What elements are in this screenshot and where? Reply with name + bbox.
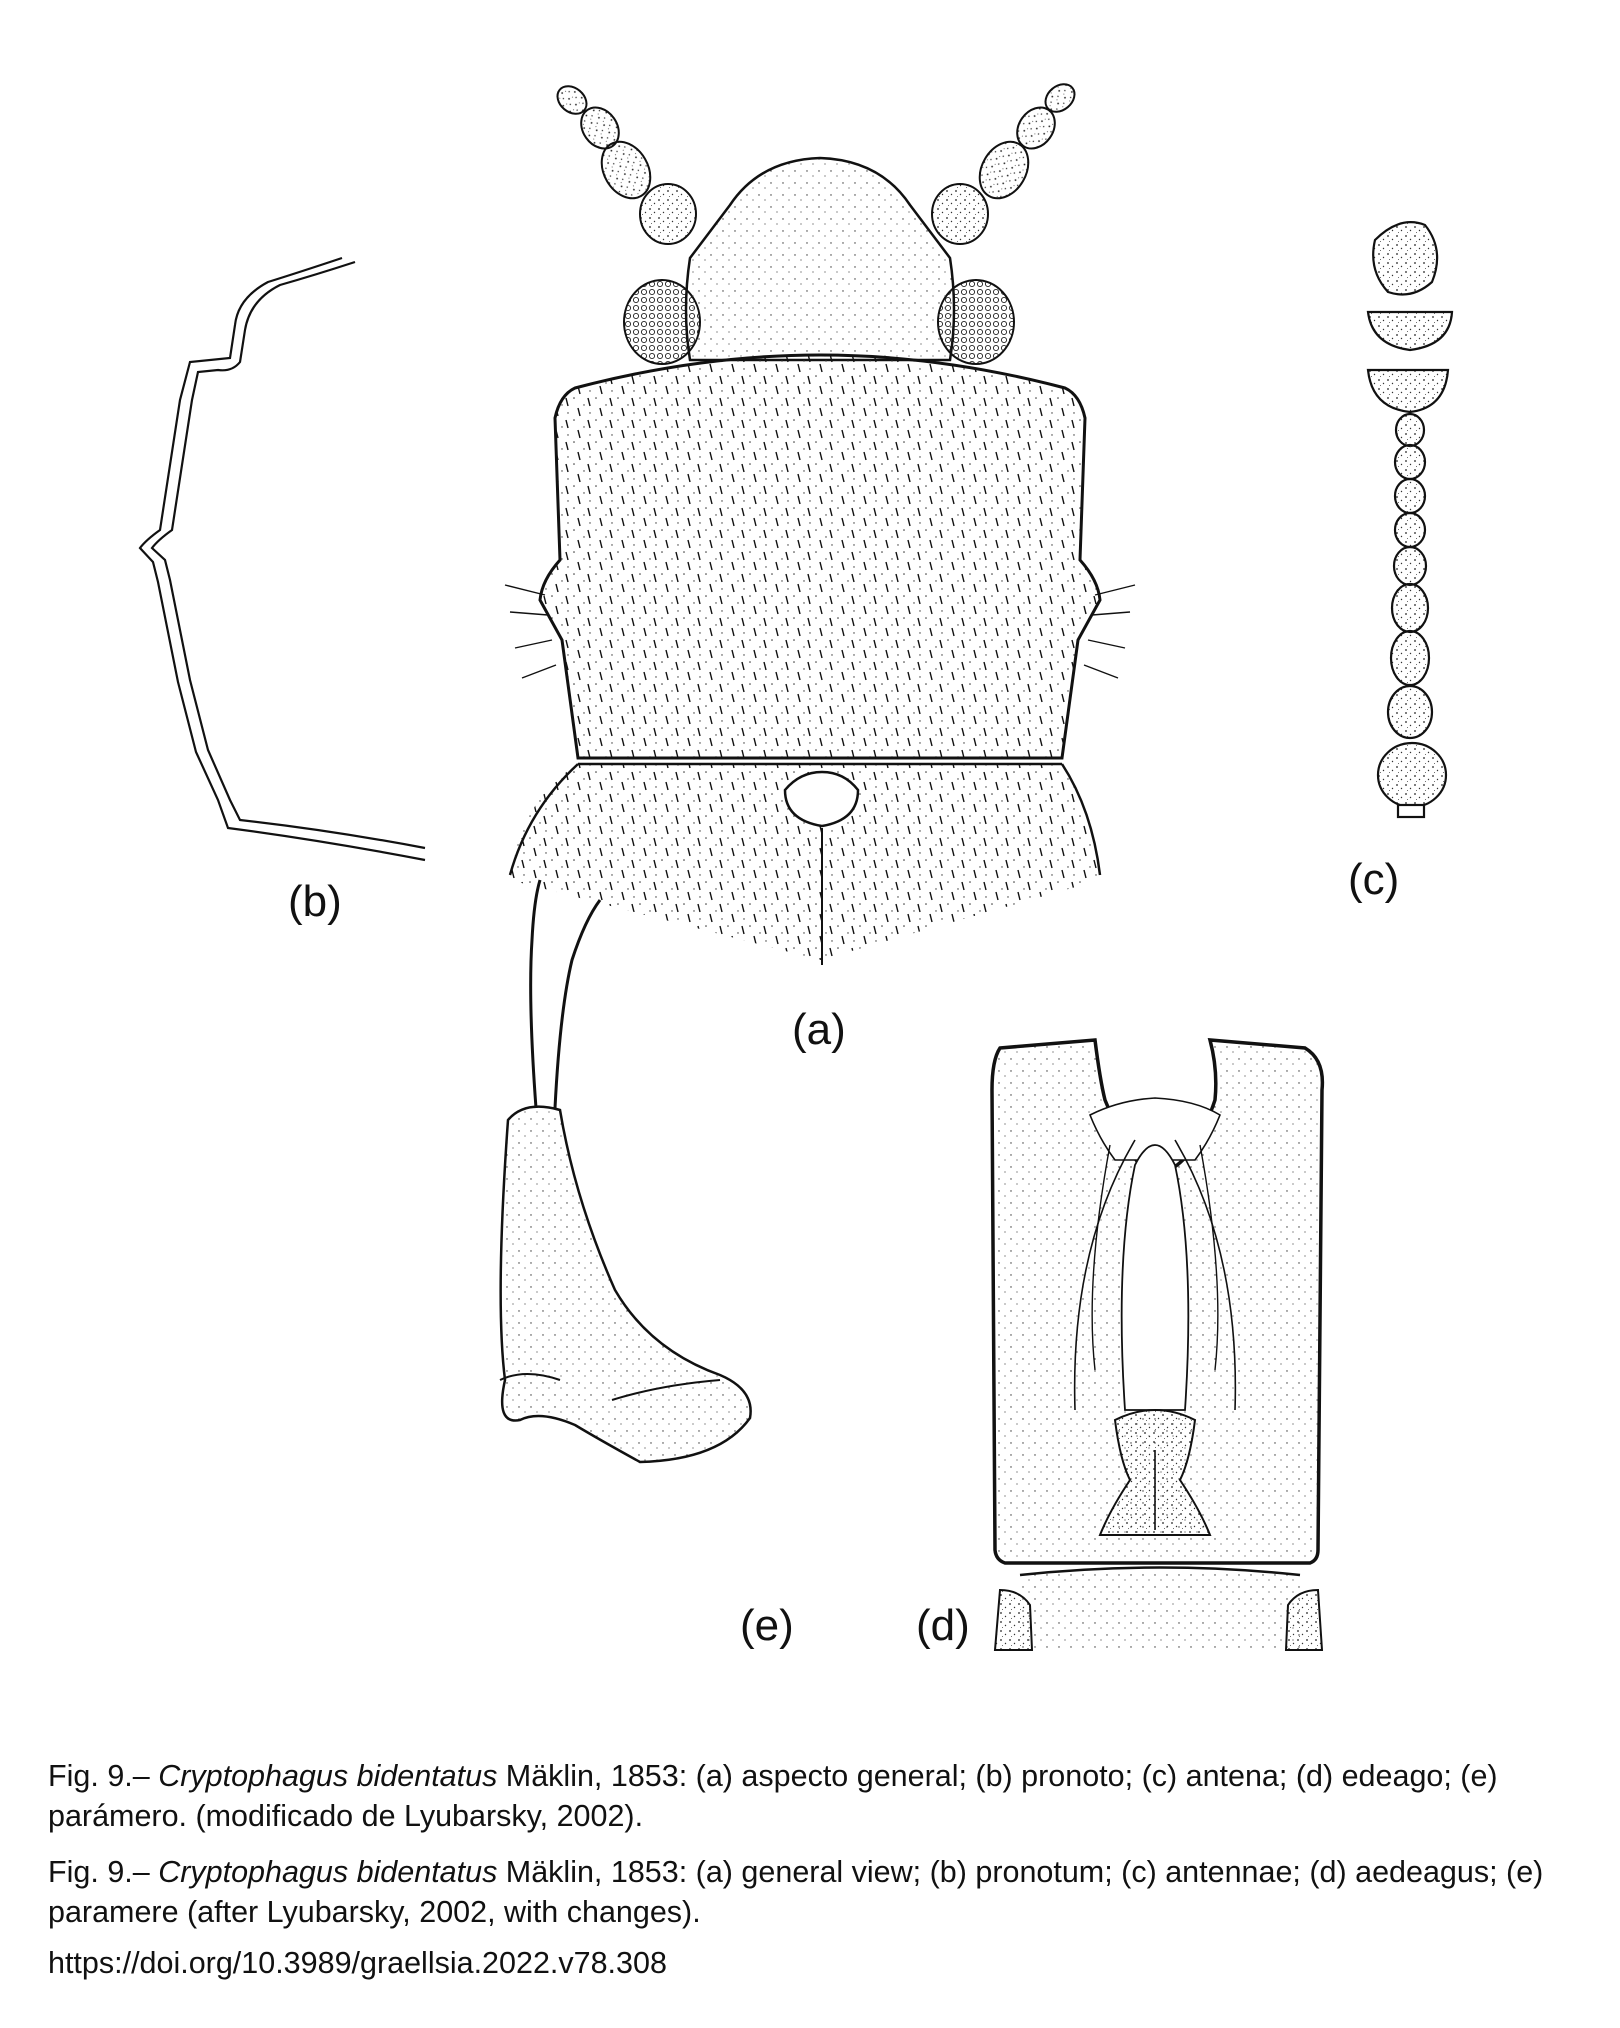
caption-en-species: Cryptophagus bidentatus bbox=[158, 1855, 498, 1889]
caption-en-prefix: Fig. 9.– bbox=[48, 1855, 159, 1889]
beetle-general-view bbox=[505, 79, 1135, 965]
pronotum-outline bbox=[140, 258, 425, 860]
caption-english bbox=[48, 1852, 1588, 1932]
panel-label-e: (e) bbox=[740, 1601, 794, 1650]
caption-spanish bbox=[48, 1756, 1588, 1836]
aedeagus bbox=[992, 1040, 1322, 1650]
caption-es-text: Mäklin, 1853: (a) aspecto general; (b) pronoto; (c) antena; (d) edeago; (e) parámero. (modificado de Lyubarsky, 2002). bbox=[48, 1759, 1498, 1833]
paramere bbox=[500, 880, 751, 1462]
head bbox=[686, 158, 954, 360]
antenna-detail bbox=[1368, 222, 1452, 817]
panel-label-c: (c) bbox=[1348, 855, 1400, 904]
caption-es-species: Cryptophagus bidentatus bbox=[158, 1759, 498, 1793]
doi-link[interactable]: https://doi.org/10.3989/graellsia.2022.v78.308 bbox=[48, 1946, 667, 1980]
right-antenna bbox=[932, 79, 1080, 244]
caption-es-prefix: Fig. 9.– bbox=[48, 1759, 159, 1793]
left-antenna bbox=[552, 81, 696, 244]
caption-en-text: Mäklin, 1853: (a) general view; (b) pronotum; (c) antennae; (d) aedeagus; (e) paramere (after Lyubarsky, 2002, with changes). bbox=[48, 1855, 1544, 1929]
pronotum-dorsal bbox=[540, 355, 1100, 758]
panel-label-d: (d) bbox=[916, 1601, 970, 1650]
panel-label-b: (b) bbox=[288, 877, 342, 926]
panel-label-a: (a) bbox=[792, 1005, 846, 1054]
